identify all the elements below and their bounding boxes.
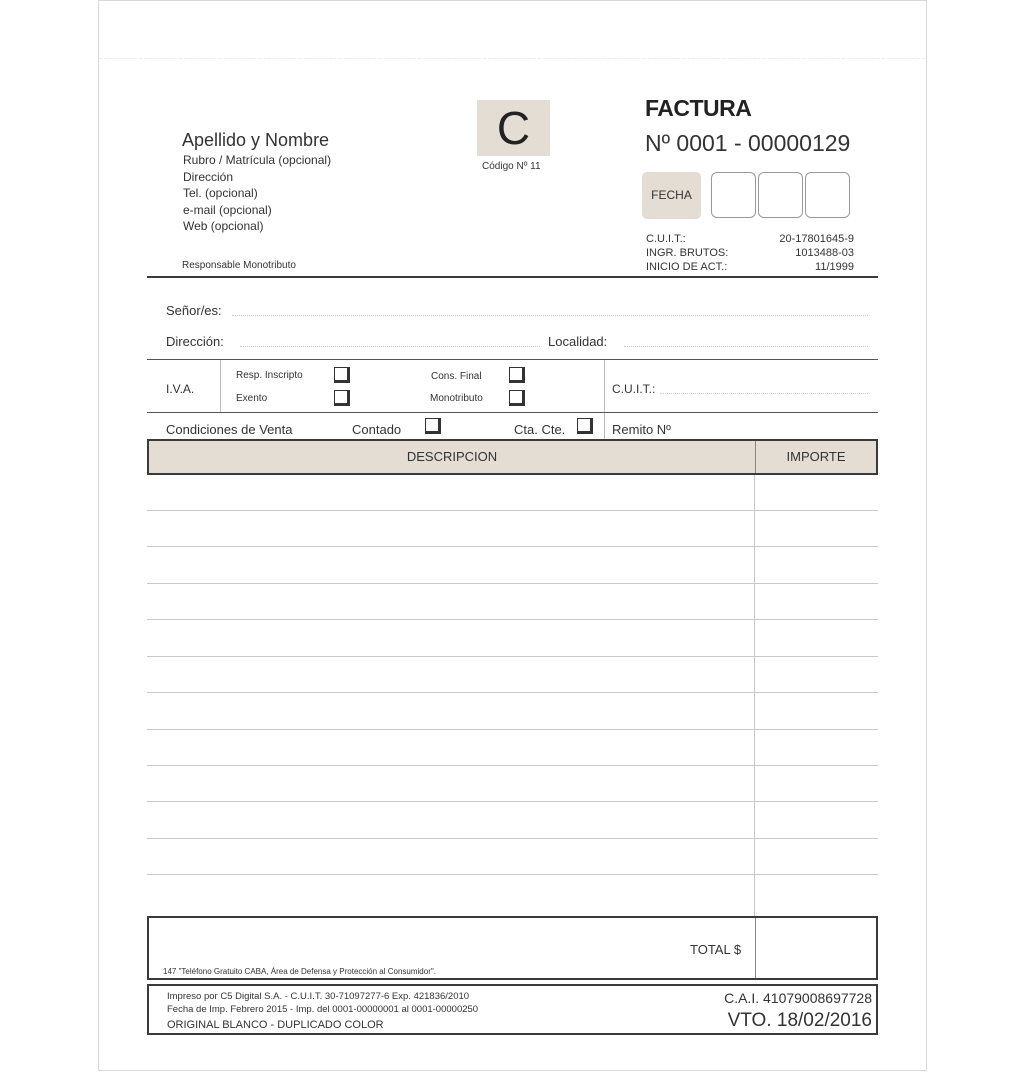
items-table-header	[147, 439, 878, 475]
table-row-line	[147, 510, 878, 511]
iva-label: I.V.A.	[166, 382, 195, 396]
issuer-line: Web (opcional)	[183, 219, 264, 233]
table-row-line	[147, 583, 878, 584]
sale-cta-cte-checkbox[interactable]	[577, 418, 593, 434]
invoice-title: FACTURA	[645, 95, 752, 121]
sale-contado-label: Contado	[352, 422, 402, 437]
issuer-name: Apellido y Nombre	[182, 130, 330, 150]
tax-info-value: 11/1999	[815, 261, 854, 273]
table-row-line	[147, 838, 878, 839]
iva-option-label: Monotributo	[430, 393, 483, 404]
client-address-label: Dirección:	[166, 334, 224, 349]
table-row-line	[147, 692, 878, 693]
client-city-field[interactable]	[624, 346, 868, 347]
date-label-box	[642, 172, 701, 219]
printer-info: Impreso por C5 Digital S.A. - C.U.I.T. 30-71097277-6 Exp. 421836/2010	[167, 991, 470, 1002]
client-name-field[interactable]	[232, 315, 868, 316]
iva-separator	[604, 360, 605, 412]
invoice-type-box	[477, 100, 550, 156]
client-city-label: Localidad:	[548, 334, 608, 349]
client-cuit-label: C.U.I.T.:	[612, 382, 656, 396]
iva-cons-final-checkbox[interactable]	[509, 367, 525, 383]
iva-option-label: Exento	[236, 393, 268, 404]
table-row-line	[147, 546, 878, 547]
tax-info-label: INGR. BRUTOS:	[646, 247, 729, 259]
column-header-description: DESCRIPCION	[406, 449, 498, 464]
date-year-field[interactable]	[805, 172, 850, 218]
client-cuit-field[interactable]	[660, 393, 868, 394]
tax-info-label: INICIO DE ACT.:	[646, 261, 728, 273]
issuer-line: Dirección	[183, 170, 234, 184]
tax-info-label: C.U.I.T.:	[646, 233, 686, 245]
consumer-protection-note: 147 "Teléfono Gratuito CABA, Área de Defensa y Protección al Consumidor".	[163, 967, 436, 976]
perforation-line	[99, 58, 925, 59]
iva-option-label: Resp. Inscripto	[236, 370, 303, 381]
footer-box	[147, 984, 878, 1035]
invoice-type-letter: C	[496, 102, 531, 154]
total-box	[147, 916, 878, 980]
tax-info-value: 20-17801645-9	[779, 233, 854, 245]
table-row-line	[147, 619, 878, 620]
remito-label: Remito Nº	[612, 422, 671, 437]
iva-divider	[147, 412, 878, 413]
sale-cta-cte-label: Cta. Cte.	[514, 422, 566, 437]
copies-info: ORIGINAL BLANCO - DUPLICADO COLOR	[167, 1019, 384, 1031]
table-row-line	[147, 874, 878, 875]
iva-separator	[220, 360, 221, 412]
table-row-line	[147, 656, 878, 657]
invoice-number: Nº 0001 - 00000129	[645, 130, 851, 156]
issuer-tax-condition: Responsable Monotributo	[182, 260, 296, 271]
print-date-info: Fecha de Imp. Febrero 2015 - Imp. del 0001-00000001 al 0001-00000250	[167, 1004, 479, 1015]
sale-contado-checkbox[interactable]	[425, 418, 441, 434]
total-amount-field[interactable]	[756, 918, 876, 978]
iva-option-label: Cons. Final	[431, 371, 482, 382]
client-address-field[interactable]	[240, 346, 540, 347]
cai-number: C.A.I. 41079008697728	[724, 990, 872, 1006]
invoice-type-code: Código Nº 11	[482, 161, 541, 172]
date-day-field[interactable]	[711, 172, 756, 218]
sale-separator	[604, 413, 605, 439]
iva-monotributo-checkbox[interactable]	[509, 390, 525, 406]
sale-conditions-label: Condiciones de Venta	[166, 422, 293, 437]
cai-expiry: VTO. 18/02/2016	[727, 1010, 872, 1031]
client-divider	[147, 359, 878, 360]
column-header-amount: IMPORTE	[786, 449, 846, 464]
header-divider	[147, 276, 878, 278]
items-column-divider	[754, 475, 755, 917]
table-row-line	[147, 801, 878, 802]
table-row-line	[147, 765, 878, 766]
date-month-field[interactable]	[758, 172, 803, 218]
iva-resp-inscripto-checkbox[interactable]	[334, 367, 350, 383]
table-row-line	[147, 729, 878, 730]
issuer-line: e-mail (opcional)	[183, 203, 272, 217]
date-label: FECHA	[651, 188, 692, 202]
iva-exento-checkbox[interactable]	[334, 390, 350, 406]
total-label: TOTAL $	[690, 942, 742, 957]
issuer-line: Tel. (opcional)	[183, 186, 258, 200]
issuer-line: Rubro / Matrícula (opcional)	[183, 153, 332, 167]
client-name-label: Señor/es:	[166, 303, 222, 318]
tax-info-value: 1013488-03	[795, 247, 854, 259]
